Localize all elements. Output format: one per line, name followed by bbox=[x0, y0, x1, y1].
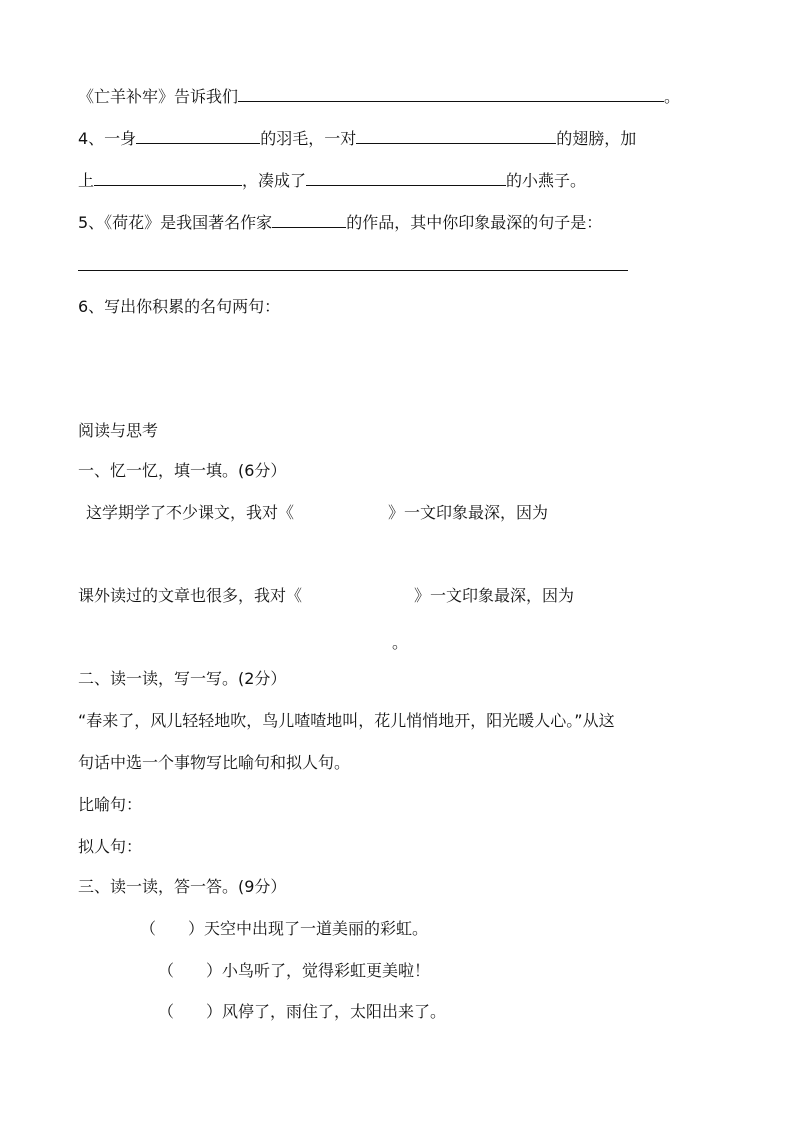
part1-line1-text-1: 这学期学了不少课文，我对《 bbox=[86, 503, 295, 522]
part3-item-3-text: 风停了，雨住了，太阳出来了。 bbox=[222, 1002, 447, 1021]
wangyang-question bbox=[78, 86, 680, 108]
q4-text-2: 的羽毛，一对 bbox=[260, 129, 357, 148]
part3-item-1 bbox=[140, 918, 428, 940]
part1-line1 bbox=[86, 502, 548, 524]
part1-end-mark: 。 bbox=[392, 633, 409, 652]
wangyang-answer-blank[interactable] bbox=[238, 87, 664, 102]
q5-author-blank[interactable] bbox=[272, 213, 346, 228]
q6-prompt: 6、写出你积累的名句两句： bbox=[78, 297, 281, 316]
q5-line bbox=[78, 212, 602, 234]
q4-blank-2[interactable] bbox=[356, 129, 556, 144]
order-blank-2[interactable]: （ ） bbox=[158, 961, 223, 980]
order-blank-1[interactable]: （ ） bbox=[140, 919, 205, 938]
part1-line2-text-2: 》一文印象最深，因为 bbox=[414, 586, 575, 605]
q4-text-3: 的翅膀，加 bbox=[556, 129, 637, 148]
q4-text-1: 4、一身 bbox=[78, 129, 137, 148]
order-blank-3[interactable]: （ ） bbox=[158, 1002, 223, 1021]
wangyang-period: 。 bbox=[664, 87, 681, 106]
part2-quote-line1: “春来了，风儿轻轻地吹，鸟儿喳喳地叫，花儿悄悄地开，阳光暖人心。”从这 bbox=[78, 711, 615, 730]
q4-line1 bbox=[78, 128, 636, 150]
q5-text-1: 5、《荷花》是我国著名作家 bbox=[78, 213, 273, 232]
wangyang-prompt: 《亡羊补牢》告诉我们 bbox=[78, 87, 239, 106]
q4-blank-4[interactable] bbox=[306, 171, 506, 186]
part3-item-2-text: 小鸟听了，觉得彩虹更美啦！ bbox=[222, 961, 431, 980]
q4-line2 bbox=[78, 170, 586, 192]
section-title-reading: 阅读与思考 bbox=[78, 421, 159, 440]
part1-line2 bbox=[78, 585, 574, 607]
personification-label: 拟人句： bbox=[78, 837, 143, 856]
part2-quote-line2: 句话中选一个事物写比喻句和拟人句。 bbox=[78, 753, 351, 772]
part1-line1-text-2: 》一文印象最深，因为 bbox=[388, 503, 549, 522]
part3-title: 三、读一读，答一答。(9分） bbox=[78, 877, 287, 896]
q5-text-2: 的作品，其中你印象最深的句子是： bbox=[346, 213, 603, 232]
part3-item-2 bbox=[158, 960, 430, 982]
q4-text-4: 上 bbox=[78, 171, 95, 190]
part3-item-3 bbox=[158, 1001, 446, 1023]
q4-text-6: 的小燕子。 bbox=[506, 171, 587, 190]
q5-answer-line[interactable] bbox=[78, 270, 628, 271]
q4-blank-1[interactable] bbox=[136, 129, 260, 144]
q4-text-5: ，凑成了 bbox=[242, 171, 307, 190]
simile-label: 比喻句： bbox=[78, 795, 143, 814]
part2-title: 二、读一读，写一写。(2分） bbox=[78, 669, 287, 688]
q4-blank-3[interactable] bbox=[94, 171, 242, 186]
part1-line2-text-1: 课外读过的文章也很多，我对《 bbox=[78, 586, 303, 605]
part3-item-1-text: 天空中出现了一道美丽的彩虹。 bbox=[204, 919, 429, 938]
part1-title: 一、忆一忆，填一填。(6分） bbox=[78, 461, 287, 480]
